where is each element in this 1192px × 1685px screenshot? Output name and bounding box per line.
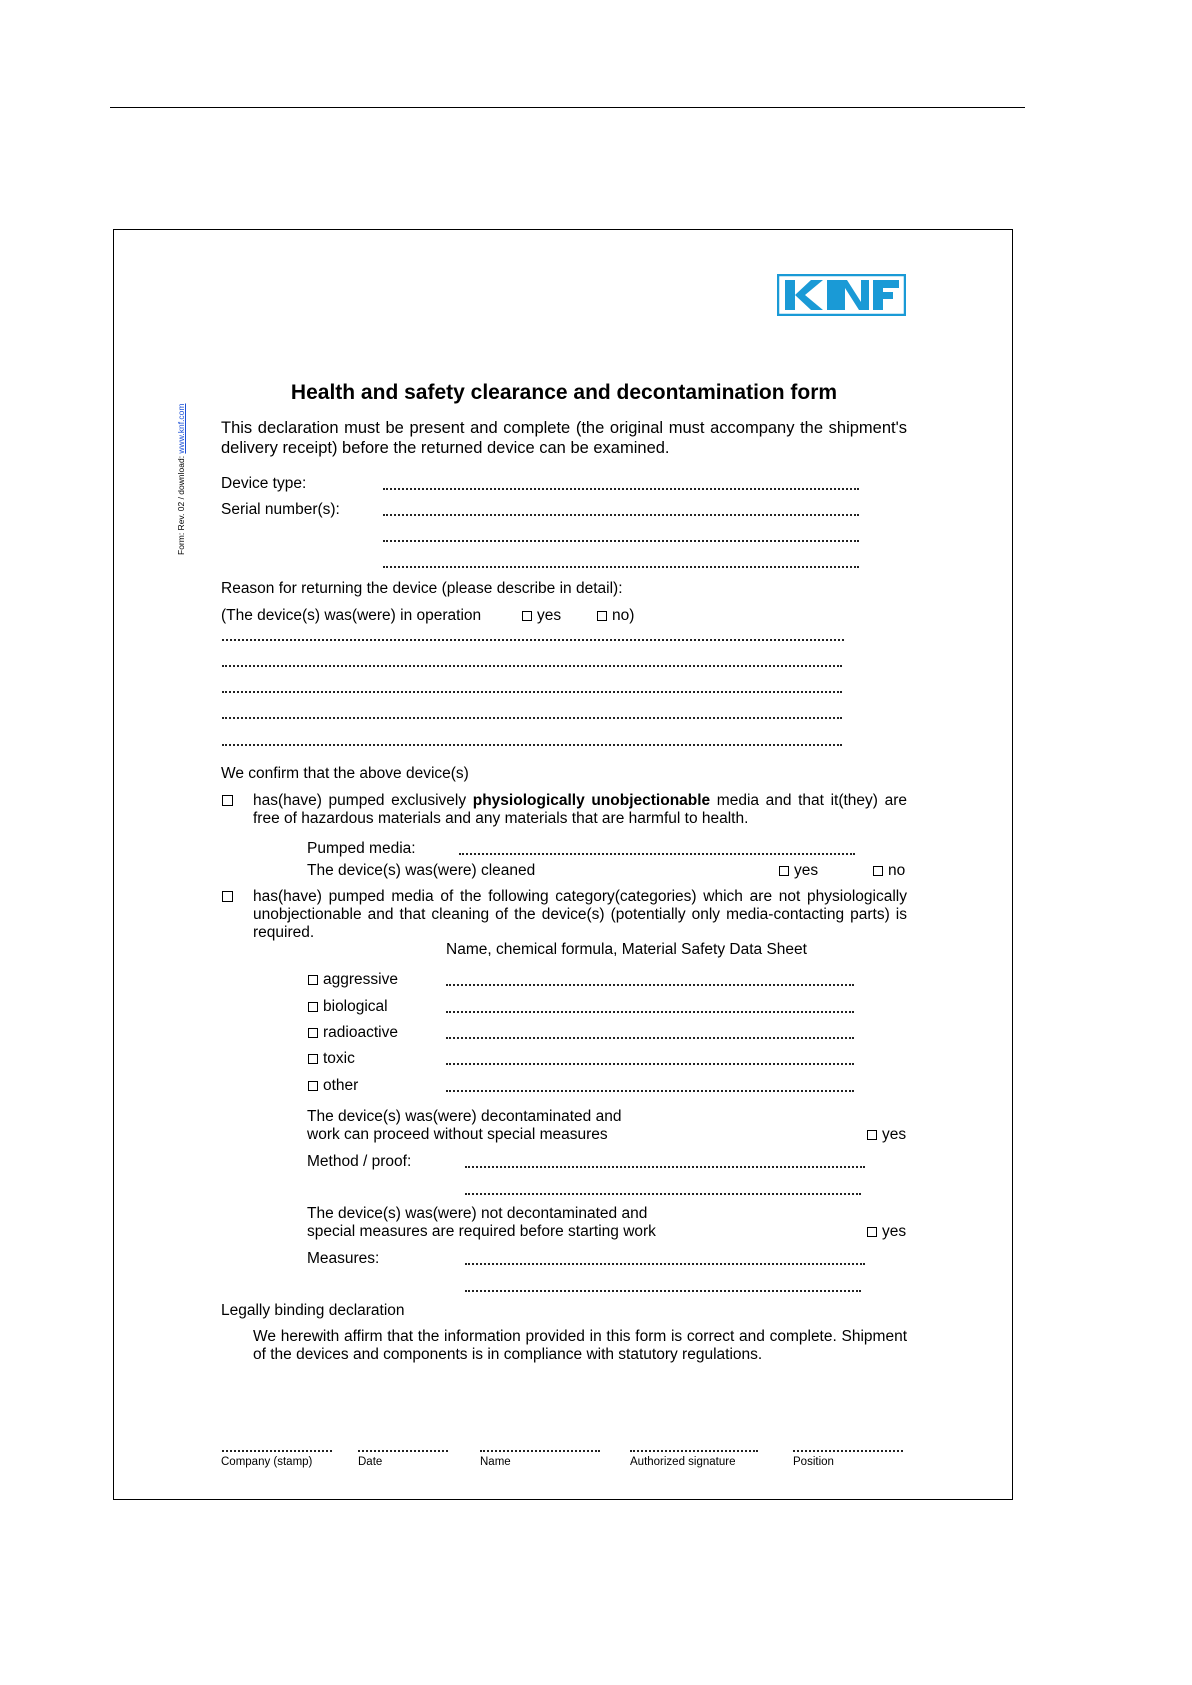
category-radioactive-label: radioactive <box>323 1024 398 1041</box>
operation-no-checkbox[interactable] <box>597 611 607 621</box>
category-toxic-field[interactable] <box>446 1060 854 1065</box>
category-other-label: other <box>323 1077 359 1094</box>
not-decontaminated-yes-checkbox[interactable] <box>867 1227 877 1237</box>
date-field[interactable] <box>358 1447 448 1452</box>
date-label: Date <box>358 1456 383 1468</box>
header-rule <box>110 107 1025 108</box>
serial-number-field-2[interactable] <box>383 537 859 542</box>
category-aggressive-field[interactable] <box>446 981 854 986</box>
decontaminated-line2: work can proceed without special measures <box>307 1126 608 1143</box>
option1-checkbox[interactable] <box>222 795 233 806</box>
option1-post: media and that it(they) are free of hazardous materials and any materials that are harmful to health. <box>253 792 907 827</box>
msds-header: Name, chemical formula, Material Safety Data Sheet <box>446 941 807 958</box>
cleaned-yes-label: yes <box>794 862 819 879</box>
legal-text: We herewith affirm that the information provided in this form is correct and complete. Shipment of the devices and components is in compliance with statutory regulations. <box>253 1328 907 1363</box>
pumped-media-field[interactable] <box>459 850 855 855</box>
option1-text <box>253 792 907 828</box>
measures-label: Measures: <box>307 1250 380 1267</box>
device-type-label: Device type: <box>221 475 307 492</box>
reason-field-5[interactable] <box>222 741 842 746</box>
serial-number-field-1[interactable] <box>383 511 859 516</box>
category-biological-label: biological <box>323 998 388 1015</box>
operation-yes-checkbox[interactable] <box>522 611 532 621</box>
cleaned-yes-checkbox[interactable] <box>779 866 789 876</box>
method-proof-label: Method / proof: <box>307 1153 412 1170</box>
operation-no-label: no) <box>612 607 635 624</box>
serial-number-label: Serial number(s): <box>221 501 340 518</box>
category-other-checkbox[interactable] <box>308 1081 318 1091</box>
category-biological-field[interactable] <box>446 1008 854 1013</box>
option1-pre: has(have) pumped exclusively <box>253 792 473 809</box>
category-biological[interactable] <box>308 998 388 1016</box>
reason-label: Reason for returning the device (please describe in detail): <box>221 580 623 597</box>
knf-logo <box>777 274 906 316</box>
device-type-field[interactable] <box>383 485 859 490</box>
operation-label: (The device(s) was(were) in operation <box>221 607 482 624</box>
option2-checkbox[interactable] <box>222 891 233 902</box>
category-toxic[interactable] <box>308 1050 355 1068</box>
cleaned-no-option[interactable] <box>873 862 905 880</box>
not-decontaminated-yes-option[interactable] <box>867 1223 906 1241</box>
decontaminated-yes-option[interactable] <box>867 1126 906 1144</box>
company-stamp-label: Company (stamp) <box>221 1456 313 1468</box>
method-proof-field-1[interactable] <box>465 1163 865 1168</box>
reason-field-2[interactable] <box>222 662 842 667</box>
revision-text: Form: Rev. 02 / download: <box>176 453 186 555</box>
category-other-field[interactable] <box>446 1087 854 1092</box>
reason-field-3[interactable] <box>222 688 842 693</box>
option1-bold: physiologically unobjectionable <box>472 792 711 809</box>
category-radioactive-checkbox[interactable] <box>308 1028 318 1038</box>
not-decontaminated-line1: The device(s) was(were) not decontaminated and <box>307 1205 648 1222</box>
category-biological-checkbox[interactable] <box>308 1002 318 1012</box>
download-link[interactable]: www.knf.com <box>176 403 186 454</box>
operation-yes-option[interactable] <box>522 607 561 625</box>
decontaminated-line1: The device(s) was(were) decontaminated and <box>307 1108 622 1125</box>
category-toxic-checkbox[interactable] <box>308 1054 318 1064</box>
category-other[interactable] <box>308 1077 358 1095</box>
form-revision-note <box>176 404 186 556</box>
cleaned-no-label: no <box>888 862 906 879</box>
legal-title: Legally binding declaration <box>221 1302 405 1319</box>
category-radioactive[interactable] <box>308 1024 398 1042</box>
cleaned-label: The device(s) was(were) cleaned <box>307 862 536 879</box>
decontaminated-yes-label: yes <box>882 1126 907 1143</box>
position-field[interactable] <box>793 1447 903 1452</box>
pumped-media-label: Pumped media: <box>307 840 416 857</box>
position-label: Position <box>793 1456 834 1468</box>
form-title: Health and safety clearance and decontamination form <box>290 381 838 404</box>
not-decontaminated-yes-label: yes <box>882 1223 907 1240</box>
measures-field-2[interactable] <box>465 1287 861 1292</box>
category-toxic-label: toxic <box>323 1050 355 1067</box>
company-stamp-field[interactable] <box>222 1447 332 1452</box>
method-proof-field-2[interactable] <box>465 1190 861 1195</box>
reason-field-4[interactable] <box>222 714 842 719</box>
name-label: Name <box>480 1456 511 1468</box>
operation-yes-label: yes <box>537 607 562 624</box>
authorized-signature-label: Authorized signature <box>630 1456 736 1468</box>
cleaned-yes-option[interactable] <box>779 862 818 880</box>
category-aggressive-label: aggressive <box>323 971 398 988</box>
category-aggressive[interactable] <box>308 971 398 989</box>
serial-number-field-3[interactable] <box>383 563 859 568</box>
option2-text: has(have) pumped media of the following category(categories) which are not physiologically unobjectionable and that cleaning of the device(s) (potentially only media-contacting parts) is required. <box>253 888 907 941</box>
authorized-signature-field[interactable] <box>630 1447 758 1452</box>
category-radioactive-field[interactable] <box>446 1034 854 1039</box>
confirm-label: We confirm that the above device(s) <box>221 765 469 782</box>
cleaned-no-checkbox[interactable] <box>873 866 883 876</box>
measures-field-1[interactable] <box>465 1260 865 1265</box>
reason-field-1[interactable] <box>222 636 844 641</box>
not-decontaminated-line2: special measures are required before starting work <box>307 1223 656 1240</box>
category-aggressive-checkbox[interactable] <box>308 975 318 985</box>
intro-text: This declaration must be present and complete (the original must accompany the shipment's delivery receipt) before the returned device can be examined. <box>221 419 907 457</box>
operation-no-option[interactable] <box>597 607 634 625</box>
decontaminated-yes-checkbox[interactable] <box>867 1130 877 1140</box>
name-field[interactable] <box>480 1447 600 1452</box>
